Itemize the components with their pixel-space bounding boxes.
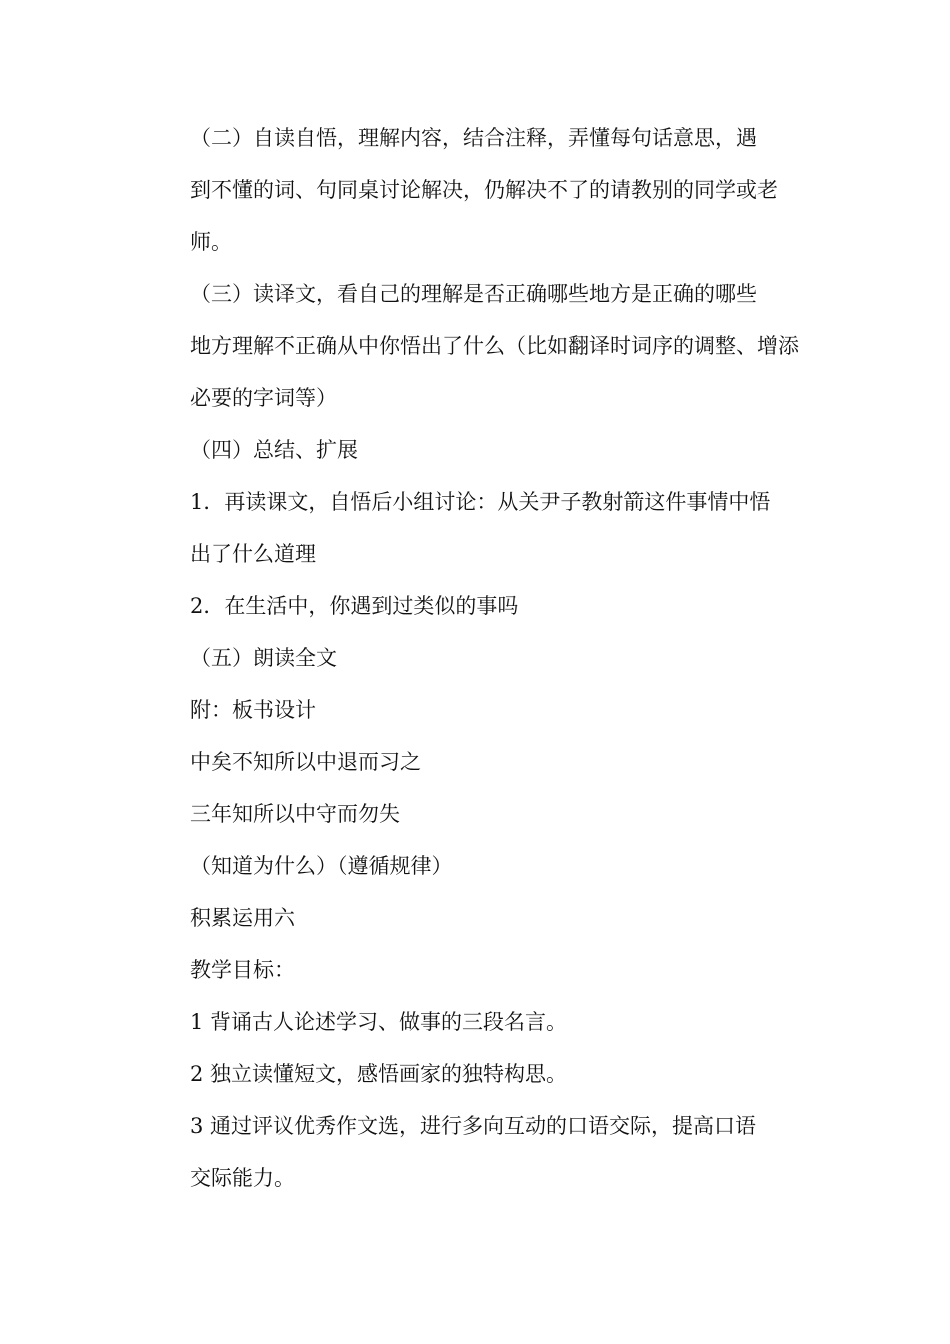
paragraph [147, 736, 812, 788]
text-line: 出了什么道理 [190, 542, 316, 566]
text-line: 教学目标： [190, 958, 295, 982]
text-line: 交际能力。 [190, 1166, 295, 1190]
text-line: 必要的字词等） [190, 386, 337, 410]
text-line: 2．在生活中，你遇到过类似的事吗 [190, 594, 519, 618]
paragraph [147, 684, 812, 736]
paragraph [147, 892, 812, 944]
text-line: 到不懂的词、句同桌讨论解决，仍解决不了的请教别的同学或老 [190, 178, 778, 202]
paragraph [147, 944, 812, 996]
text-line: （五）朗读全文 [190, 646, 337, 670]
paragraph [147, 996, 812, 1048]
text-line: （三）读译文，看自己的理解是否正确哪些地方是正确的哪些 [190, 282, 757, 306]
paragraph [147, 788, 812, 840]
text-line: 附：板书设计 [190, 698, 316, 722]
text-line: 3 通过评议优秀作文选，进行多向互动的口语交际，提高口语 [190, 1114, 757, 1138]
text-line: 地方理解不正确从中你悟出了什么（比如翻译时词序的调整、增添 [190, 334, 799, 358]
paragraph [147, 476, 812, 580]
paragraph [147, 840, 812, 892]
text-line: 中矣不知所以中退而习之 [190, 750, 421, 774]
text-line: （四）总结、扩展 [190, 438, 358, 462]
text-line: 2 独立读懂短文，感悟画家的独特构思。 [190, 1062, 568, 1086]
text-line: （二）自读自悟，理解内容，结合注释，弄懂每句话意思，遇 [190, 126, 757, 150]
text-line: 师。 [190, 230, 232, 254]
paragraph [147, 268, 812, 424]
text-line: 积累运用六 [190, 906, 295, 930]
paragraph [147, 424, 812, 476]
paragraph [147, 580, 812, 632]
text-line: 1 背诵古人论述学习、做事的三段名言。 [190, 1010, 568, 1034]
document-body [147, 112, 812, 1204]
paragraph [147, 632, 812, 684]
text-line: （知道为什么）（遵循规律） [190, 854, 453, 878]
text-line: 三年知所以中守而勿失 [190, 802, 400, 826]
paragraph [147, 1100, 812, 1204]
text-line: 1．再读课文，自悟后小组讨论：从关尹子教射箭这件事情中悟 [190, 490, 771, 514]
paragraph [147, 112, 812, 268]
paragraph [147, 1048, 812, 1100]
